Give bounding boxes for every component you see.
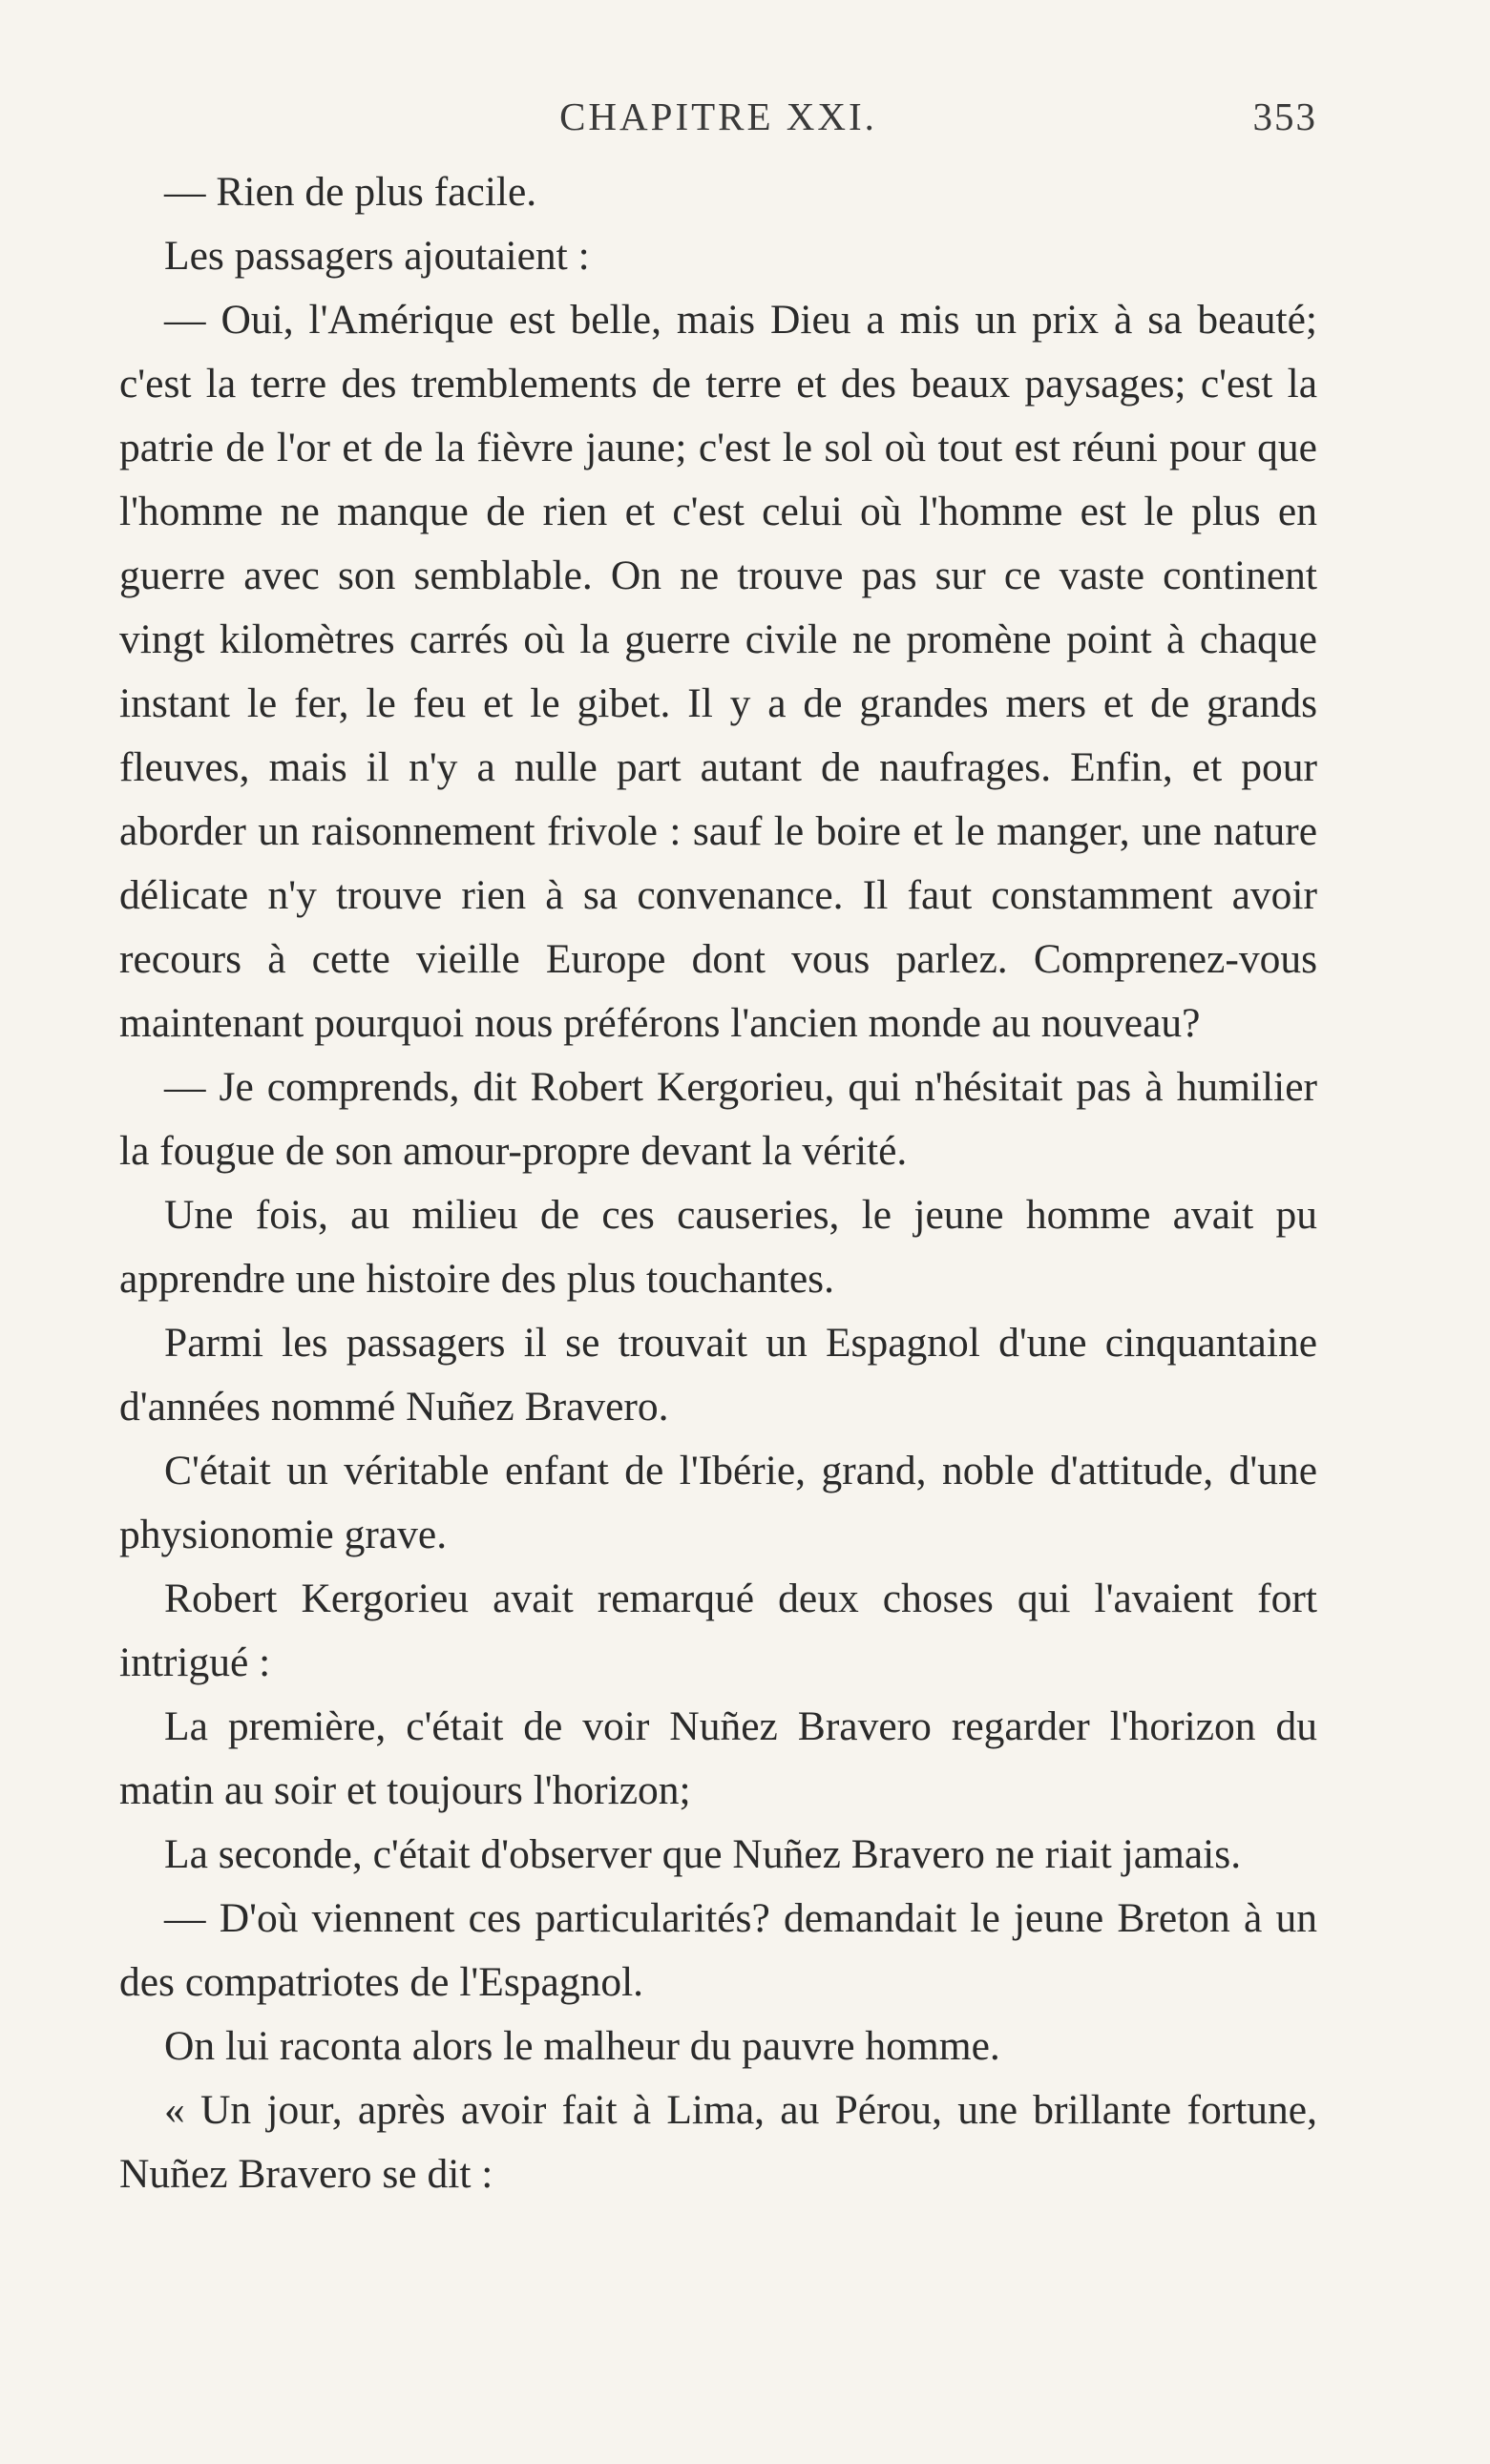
paragraph: Parmi les passagers il se trouvait un Espagnol d'une cinquantaine d'années nommé Nuñez Bravero. [119,1320,1317,1430]
paragraph: — Oui, l'Amérique est belle, mais Dieu a mis un prix à sa beauté; c'est la terre des tremblements de terre et des beaux paysages; c'est la patrie de l'or et de la fièvre jaune; c'est le sol où tout est réuni pour que l'homme ne manque de rien et c'est celui où l'homme est le plus en guerre avec son semblable. On ne trouve pas sur ce vaste continent vingt kilomètres carrés où la guerre civile ne promène point à chaque instant le fer, le feu et le gibet. Il y a de grandes mers et de grands fleuves, mais il n'y a nulle part autant de naufrages. Enfin, et pour aborder un raisonnement frivole : sauf le boire et le manger, une nature délicate n'y trouve rien à sa convenance. Il faut constamment avoir recours à cette vieille Europe dont vous parlez. Comprenez-vous maintenant pourquoi nous préférons l'ancien monde au nouveau? [119,297,1317,1046]
paragraph: C'était un véritable enfant de l'Ibérie, grand, noble d'attitude, d'une physionomie grave. [119,1448,1317,1557]
paragraph: La seconde, c'était d'observer que Nuñez Bravero ne riait jamais. [164,1831,1242,1877]
paragraph: On lui raconta alors le malheur du pauvre homme. [164,2023,1000,2069]
page-number: 353 [1252,94,1317,138]
running-head: CHAPITRE XXI. [559,94,877,138]
paragraph: Les passagers ajoutaient : [164,233,590,279]
paragraph: La première, c'était de voir Nuñez Bravero regarder l'horizon du matin au soir et toujours l'horizon; [119,1703,1317,1813]
body-text [119,160,1317,2206]
paragraph: — Je comprends, dit Robert Kergorieu, qui n'hésitait pas à humilier la fougue de son amour-propre devant la vérité. [119,1064,1317,1174]
paragraph: Une fois, au milieu de ces causeries, le jeune homme avait pu apprendre une histoire des plus touchantes. [119,1192,1317,1302]
page-header [119,94,1317,151]
paragraph: Robert Kergorieu avait remarqué deux choses qui l'avaient fort intrigué : [119,1576,1317,1685]
paragraph: — Rien de plus facile. [164,169,537,215]
paragraph: — D'où viennent ces particularités? demandait le jeune Breton à un des compatriotes de l'Espagnol. [119,1895,1317,2005]
paragraph: « Un jour, après avoir fait à Lima, au Pérou, une brillante fortune, Nuñez Bravero se dit : [119,2087,1317,2197]
